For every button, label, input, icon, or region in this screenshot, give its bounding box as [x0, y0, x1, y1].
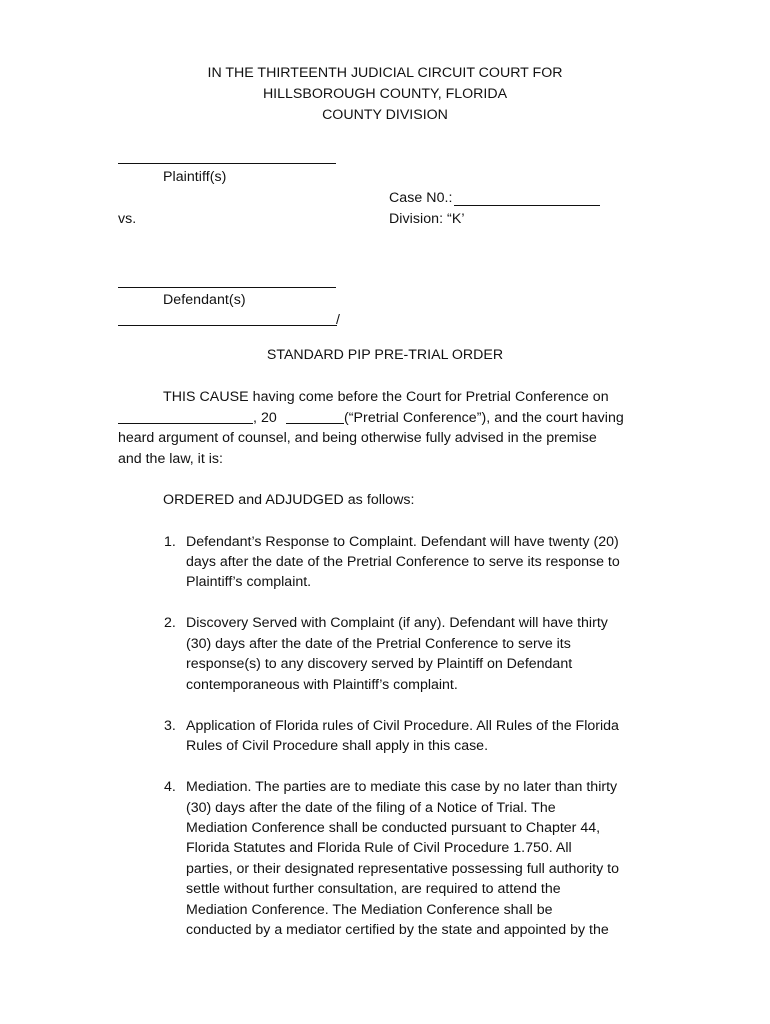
court-header-line-2: HILLSBOROUGH COUNTY, FLORIDA [262, 86, 508, 102]
intro-line-4: and the law, it is: [118, 451, 223, 467]
item-4-number: 4. [164, 779, 176, 795]
ordered-heading: ORDERED and ADJUDGED as follows: [163, 492, 415, 508]
defendant-signature-line [118, 287, 336, 288]
item-4-line-1: Mediation. The parties are to mediate this case by no later than thirty [186, 779, 618, 795]
item-3-number: 3. [164, 718, 176, 734]
item-4-line-3: Mediation Conference shall be conducted pursuant to Chapter 44, [186, 820, 601, 836]
plaintiff-signature-line [118, 163, 336, 164]
item-2-number: 2. [164, 615, 176, 631]
case-number-blank [454, 205, 600, 206]
court-header [0, 63, 770, 126]
plaintiff-label: Plaintiff(s) [163, 169, 227, 185]
item-1-line-3: Plaintiff’s complaint. [186, 574, 312, 590]
item-2-line-4: contemporaneous with Plaintiff’s complaint. [186, 677, 458, 693]
item-1-line-1: Defendant’s Response to Complaint. Defendant will have twenty (20) [186, 534, 619, 550]
intro-line-2-end: (“Pretrial Conference”), and the court having [344, 410, 624, 426]
intro-line-1: THIS CAUSE having come before the Court for Pretrial Conference on [163, 389, 609, 405]
caption-slash: / [336, 312, 340, 328]
item-2-line-1: Discovery Served with Complaint (if any). Defendant will have thirty [186, 615, 608, 631]
intro-line-3: heard argument of counsel, and being otherwise fully advised in the premise [118, 430, 597, 446]
versus-label: vs. [118, 211, 137, 227]
item-4-line-2: (30) days after the date of the filing of a Notice of Trial. The [186, 800, 556, 816]
defendant-label: Defendant(s) [163, 292, 246, 308]
division-label: Division: “K’ [389, 211, 465, 227]
intro-year-prefix: , 20 [253, 410, 277, 426]
order-title: STANDARD PIP PRE-TRIAL ORDER [266, 347, 504, 363]
caption-closing-line [118, 325, 337, 326]
court-header-line-3: COUNTY DIVISION [322, 107, 448, 123]
item-4-line-6: settle without further consultation, are required to attend the [186, 881, 561, 897]
item-4-line-5: parties, or their designated representative possessing full authority to [186, 861, 619, 877]
conference-year-blank [286, 423, 344, 424]
item-2-line-2: (30) days after the date of the Pretrial Conference to serve its [186, 636, 571, 652]
item-4-line-8: conducted by a mediator certified by the state and appointed by the [186, 922, 609, 938]
item-4-line-4: Florida Statutes and Florida Rule of Civil Procedure 1.750. All [186, 840, 572, 856]
item-2-line-3: response(s) to any discovery served by Plaintiff on Defendant [186, 656, 573, 672]
case-number-label: Case N0.: [389, 190, 453, 206]
conference-date-blank [118, 423, 253, 424]
item-1-line-2: days after the date of the Pretrial Conference to serve its response to [186, 554, 620, 570]
item-3-line-1: Application of Florida rules of Civil Procedure. All Rules of the Florida [186, 718, 619, 734]
court-header-line-1: IN THE THIRTEENTH JUDICIAL CIRCUIT COURT FOR [207, 65, 563, 81]
item-4-line-7: Mediation Conference. The Mediation Conference shall be [186, 902, 553, 918]
item-3-line-2: Rules of Civil Procedure shall apply in this case. [186, 738, 489, 754]
item-1-number: 1. [164, 534, 176, 550]
